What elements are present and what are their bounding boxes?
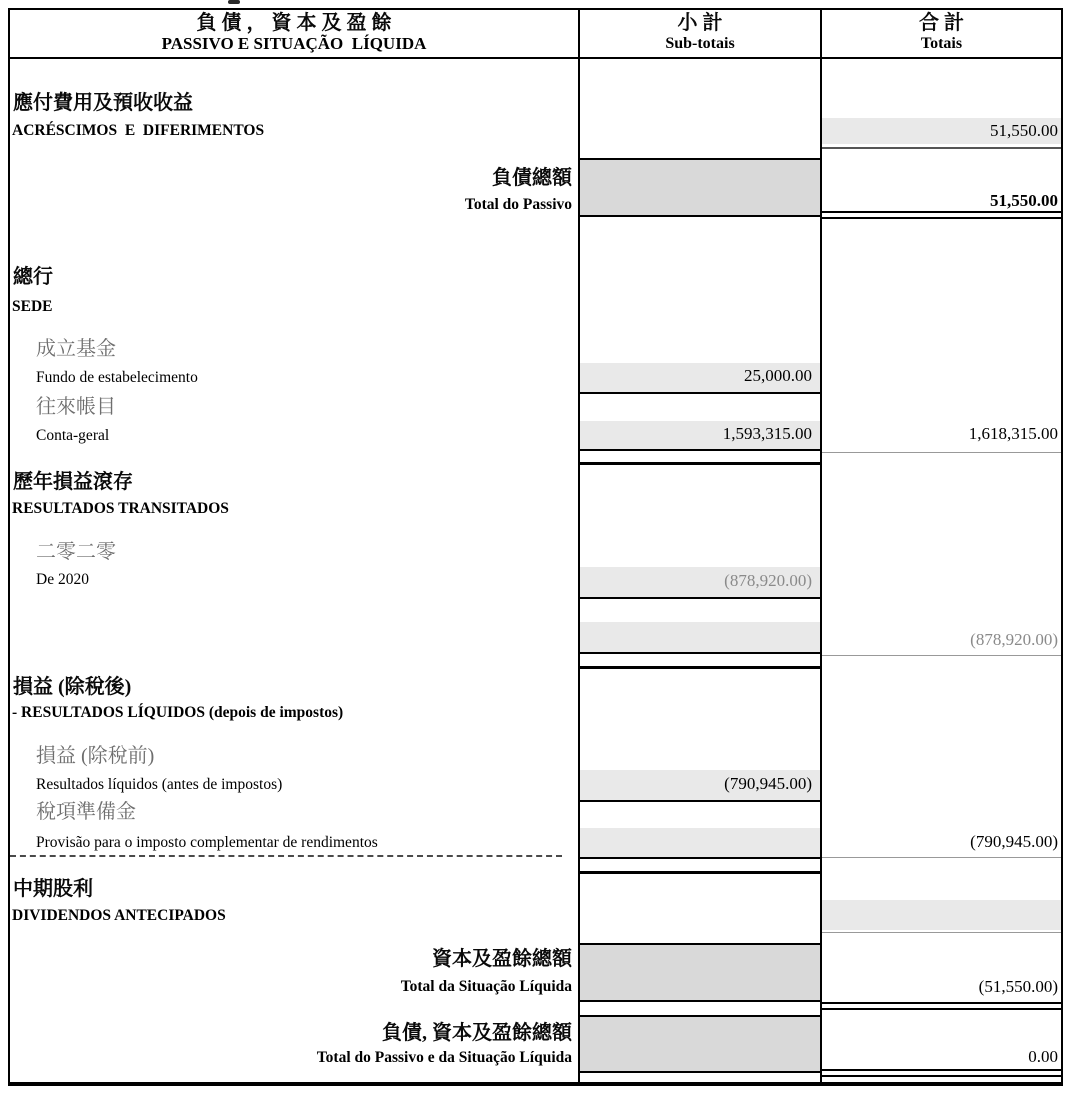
row-label-antes-impostos-zh: 損益 (除稅前) [36, 745, 155, 767]
row-label-transitados-pt: RESULTADOS TRANSITADOS [12, 500, 229, 517]
row-label-total-geral-zh: 負債, 資本及盈餘總額 [382, 1022, 572, 1044]
row-label-total-situacao-pt: Total da Situação Líquida [400, 978, 572, 995]
cell-subtotal-total-geral [580, 1015, 820, 1073]
row-label-acrescimos-zh: 應付費用及預收收益 [13, 92, 193, 114]
row-label-liquidos-pt: - RESULTADOS LÍQUIDOS (depois de impostos) [12, 704, 344, 721]
cell-subtotal-total-situacao [580, 943, 820, 1002]
section-rule-subtotals-2 [580, 666, 820, 669]
value-total-transitados: (878,920.00) [970, 630, 1058, 649]
cell-subtotal-transitados-total [580, 622, 820, 654]
value-subtotal-antes-impostos: (790,945.00) [724, 774, 812, 793]
value-total-acrescimos: 51,550.00 [990, 121, 1058, 140]
section-rule-subtotals-1 [580, 462, 820, 465]
page-edge-artifact [228, 0, 240, 4]
row-label-total-passivo-pt: Total do Passivo [464, 196, 572, 213]
rule-total-liquidos [822, 857, 1061, 858]
row-label-provisao-zh: 稅項準備金 [36, 801, 136, 823]
value-total-situacao: (51,550.00) [978, 977, 1058, 996]
row-label-fundo-zh: 成立基金 [36, 338, 116, 360]
column-header-description-pt: PASSIVO E SITUAÇÃO LÍQUIDA [161, 34, 427, 53]
cell-total-dividendos [822, 900, 1061, 930]
row-label-sede-zh: 總行 [13, 266, 53, 288]
row-label-dividendos-zh: 中期股利 [13, 878, 93, 900]
value-total-passivo: 51,550.00 [990, 191, 1058, 210]
value-total-liquidos: (790,945.00) [970, 832, 1058, 851]
value-subtotal-fundo: 25,000.00 [744, 366, 812, 385]
row-label-provisao-pt: Provisão para o imposto complementar de rendimentos [36, 834, 378, 851]
row-label-sede-pt: SEDE [12, 298, 53, 315]
value-subtotal-de2020: (878,920.00) [724, 571, 812, 590]
rule-total-transitados [822, 655, 1061, 656]
value-total-sede: 1,618,315.00 [968, 424, 1058, 443]
double-rule-total-situacao [822, 1002, 1061, 1010]
section-rule-subtotals-3 [580, 871, 820, 874]
row-label-conta-geral-pt: Conta-geral [36, 427, 110, 444]
row-label-total-geral-pt: Total do Passivo e da Situação Líquida [316, 1049, 572, 1066]
rule-total-dividendos [822, 932, 1061, 933]
cell-subtotal-provisao [580, 828, 820, 859]
double-rule-total-passivo [822, 211, 1061, 219]
row-label-fundo-pt: Fundo de estabelecimento [36, 369, 198, 386]
row-label-acrescimos-pt: ACRÉSCIMOS E DIFERIMENTOS [12, 122, 265, 139]
cell-subtotal-total-passivo [580, 158, 820, 217]
column-header-totals-zh: 合 計 [919, 12, 964, 34]
rule-total-acrescimos [822, 147, 1061, 149]
row-label-transitados-zh: 歷年損益滾存 [13, 471, 133, 493]
header-underline [8, 57, 1063, 59]
row-label-conta-geral-zh: 往來帳目 [36, 396, 116, 418]
row-label-antes-impostos-pt: Resultados líquidos (antes de impostos) [36, 776, 283, 793]
value-subtotal-conta-geral: 1,593,315.00 [722, 424, 812, 443]
column-header-subtotals-zh: 小 計 [677, 12, 723, 34]
row-label-de2020-pt: De 2020 [36, 571, 89, 588]
row-label-liquidos-zh: 損益 (除稅後) [13, 676, 132, 698]
row-label-total-situacao-zh: 資本及盈餘總額 [432, 948, 572, 970]
column-header-subtotals-pt: Sub-totais [665, 35, 735, 52]
double-rule-total-geral [822, 1069, 1061, 1077]
row-label-dividendos-pt: DIVIDENDOS ANTECIPADOS [12, 907, 226, 924]
rule-total-sede [822, 452, 1061, 453]
column-header-totals-pt: Totais [920, 35, 963, 52]
value-total-geral: 0.00 [1028, 1047, 1058, 1066]
dashed-rule-provisao [10, 855, 562, 857]
column-header-description-zh: 負 債 ， 資 本 及 盈 餘 [196, 12, 392, 34]
row-label-total-passivo-zh: 負債總額 [492, 167, 572, 189]
row-label-de2020-zh: 二零二零 [36, 541, 116, 563]
